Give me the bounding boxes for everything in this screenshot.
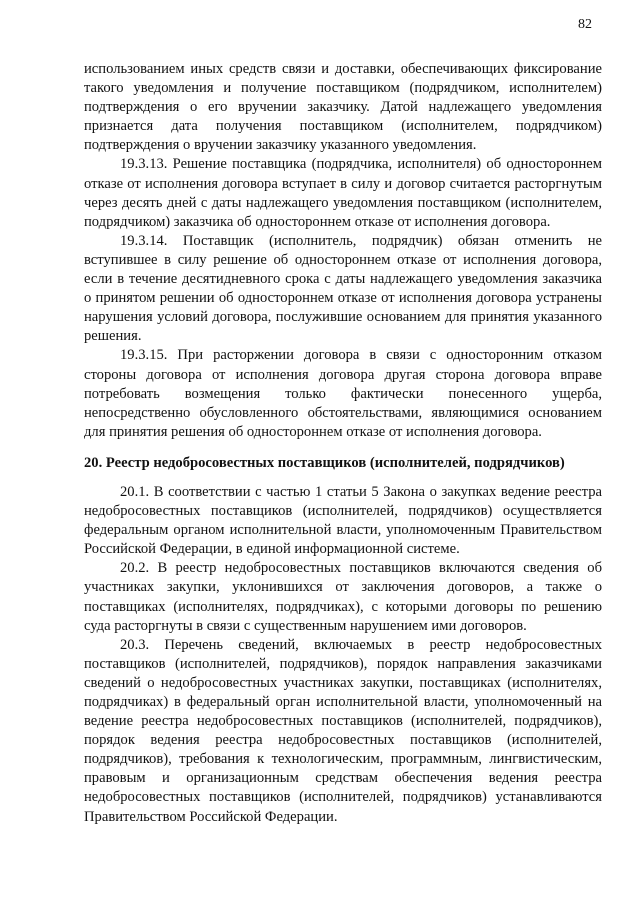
paragraph-20-1: 20.1. В соответствии с частью 1 статьи 5 Закона о закупках ведение реестра недобросовестных поставщиков (исполнителей, подрядчиков) осуществляется федеральным органом исполнительной власти, уполномоченным Правительством Российской Федерации, в единой информационной системе. <box>84 483 602 558</box>
paragraph-19-3-15: 19.3.15. При расторжении договора в связи с односторонним отказом стороны договора от исполнения договора другая сторона договора вправе потребовать возмещения только фактически понесенного ущерба, непосредственно обусловленного обстоятельствами, являющимися основанием для принятия решения об одностороннем отказе от исполнения договора. <box>84 347 602 440</box>
page-number: 82 <box>578 17 592 32</box>
document-body <box>84 60 602 827</box>
paragraph-19-3-14: 19.3.14. Поставщик (исполнитель, подрядчик) обязан отменить не вступившее в силу решение об одностороннем отказе от исполнения договора, если в течение десятидневного срока с даты надлежащего уведомления заказчика о принятом решении об одностороннем отказе от исполнения договора устранены нарушения условий договора, послужившие основанием для принятия указанного решения. <box>84 232 602 345</box>
paragraph-19-3-13: 19.3.13. Решение поставщика (подрядчика, исполнителя) об одностороннем отказе от исполнения договора вступает в силу и договор считается расторгнутым через десять дней с даты надлежащего уведомления поставщиком (исполнителем, подрядчиком) заказчика об одностороннем отказе от исполнения договора. <box>84 156 602 230</box>
paragraph-20-3: 20.3. Перечень сведений, включаемых в реестр недобросовестных поставщиков (исполнителей, подрядчиков), порядок направления заказчиками сведений о недобросовестных участниках закупки, поставщиках (исполнителях, подрядчиках) в федеральный орган исполнительной власти, уполномоченный на ведение реестра недобросовестных поставщиков (исполнителей, подрядчиков), порядок ведения реестра недобросовестных поставщиков (исполнителей, подрядчиков), требования к технологическим, программным, лингвистическим, правовым и организационным средствам обеспечения ведения реестра недобросовестных поставщиков (исполнителей, подрядчиков) устанавливаются Правительством Российской Федерации. <box>84 636 602 825</box>
section-heading-20: 20. Реестр недобросовестных поставщиков (исполнителей, подрядчиков) <box>84 454 565 471</box>
paragraph-continuation: использованием иных средств связи и доставки, обеспечивающих фиксирование такого уведомления и получение поставщиком (подрядчиком, исполнителем) подтверждения о его вручении заказчику. Датой надлежащего уведомления признается дата получения поставщиком (исполнителем, подрядчиком) подтверждения о вручении заказчику указанного уведомления. <box>84 61 602 154</box>
paragraph-20-2: 20.2. В реестр недобросовестных поставщиков включаются сведения об участниках закупки, уклонившихся от заключения договоров, а также о поставщиках (исполнителях, подрядчиках), с которыми договоры по решению суда расторгнуты в связи с существенным нарушением ими договоров. <box>84 560 602 634</box>
